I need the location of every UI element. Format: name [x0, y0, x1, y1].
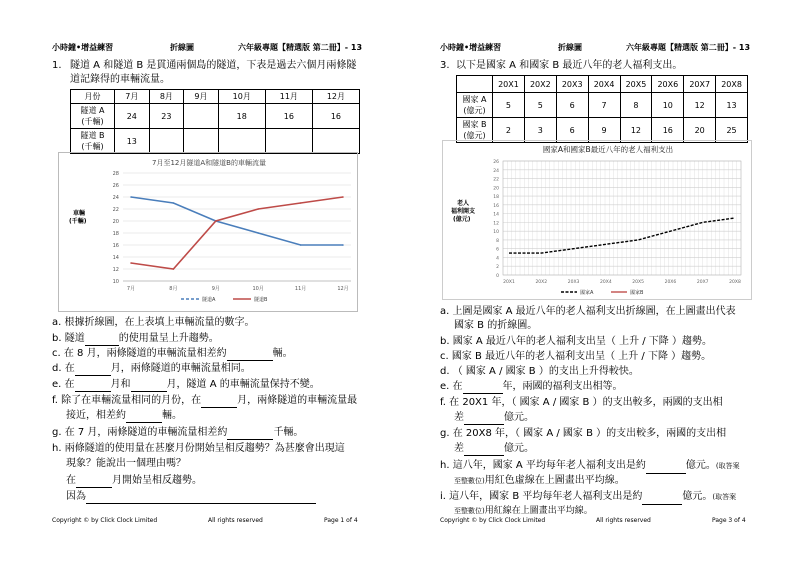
y-tick-label: 20 [112, 219, 119, 225]
item-g-cont: 差 億元。 [454, 443, 534, 454]
blank-f[interactable] [464, 424, 504, 425]
y-tick-label: 28 [112, 171, 119, 177]
data-point [215, 220, 217, 222]
blank-e1[interactable] [75, 391, 111, 392]
x-tick-label: 20X8 [729, 280, 741, 285]
table-cell: 5 [493, 93, 525, 118]
x-tick-label: 20X3 [567, 280, 580, 285]
table-head: 7月 [115, 90, 150, 104]
y-axis-label: 老人 [457, 200, 470, 207]
table-cell: 10 [652, 93, 684, 118]
q1-number: 1. [52, 60, 62, 71]
footer-copyright: Copyright © by Click Clock Limited [52, 517, 158, 524]
table-head: 20X1 [493, 76, 525, 93]
header-topic: 折線圖 [170, 43, 194, 52]
x-tick-label: 20X6 [664, 280, 677, 285]
blank-h[interactable] [646, 473, 686, 474]
y-tick-label: 8 [496, 238, 499, 244]
legend-label: 國家B [630, 290, 644, 296]
y-tick-label: 10 [112, 279, 119, 285]
item-h1: h. 兩條隧道的使用量在甚麼月份開始呈相反趨勢？為甚麼會出現這 [52, 443, 345, 454]
table-cell[interactable] [184, 129, 219, 154]
blank-f2[interactable] [126, 422, 162, 423]
y-tick-label: 20 [493, 186, 499, 192]
y-tick-label: 14 [493, 212, 499, 218]
table-head: 9月 [184, 90, 219, 104]
blank-d[interactable] [75, 375, 111, 376]
blank-h1[interactable] [76, 487, 112, 488]
item-e: e. 在 年，兩國的福利支出相等。 [440, 381, 623, 392]
table-cell: 13 [716, 93, 748, 118]
item-a2: 國家 B 的折線圖。 [454, 320, 538, 331]
table-cell: 25 [716, 118, 748, 143]
table-cell[interactable] [149, 129, 184, 154]
blank-g[interactable] [227, 439, 273, 440]
item-h: h. 這八年，國家 A 平均每年老人福利支出是約 億元。(取答案 [440, 458, 740, 474]
table-cell: 18 [218, 104, 265, 129]
footer-rights: All rights reserved [208, 517, 263, 524]
y-axis-label: (億元) [453, 216, 471, 223]
legend-label: 國家A [580, 290, 594, 296]
legend-label: 隧道A [202, 297, 216, 303]
footer-page: Page 3 of 4 [712, 517, 746, 524]
table-head: 月份 [71, 90, 115, 104]
table-head: 20X8 [716, 76, 748, 93]
y-tick-label: 22 [493, 177, 499, 183]
y-tick-label: 26 [493, 160, 499, 165]
data-point [300, 244, 302, 246]
table-cell: 16 [312, 104, 359, 129]
x-tick-label: 11月 [294, 286, 307, 292]
item-d: d. 在 月，兩條隧道的車輛流量相同。 [52, 363, 251, 374]
item-h2: 現象？能說出一個理由嗎？ [66, 458, 186, 469]
table-cell: 5 [524, 93, 556, 118]
welfare-chart-svg [443, 141, 753, 301]
blank-f1[interactable] [201, 407, 237, 408]
row-label-b: 國家 B (億元) [457, 118, 493, 143]
footer-rights: All rights reserved [596, 517, 651, 524]
footer-page: Page 1 of 4 [324, 517, 358, 524]
table-cell: 12 [684, 93, 716, 118]
header-series: 六年級專題【精選版 第二冊】- 13 [238, 43, 363, 52]
q3-number: 3. [440, 60, 450, 71]
table-head-empty [457, 76, 493, 93]
x-tick-label: 20X7 [696, 280, 709, 285]
x-tick-label: 20X4 [600, 280, 612, 285]
y-tick-label: 10 [493, 230, 499, 236]
data-point [342, 196, 344, 198]
table-head: 20X5 [620, 76, 652, 93]
y-tick-label: 26 [112, 183, 119, 189]
table-head: 20X7 [684, 76, 716, 93]
table-cell: 23 [149, 104, 184, 129]
table-head: 8月 [149, 90, 184, 104]
y-tick-label: 4 [496, 256, 499, 262]
table-cell[interactable] [265, 129, 312, 154]
item-b: b. 隧道 的使用量呈上升趨勢。 [52, 333, 219, 344]
x-tick-label: 9月 [211, 286, 220, 292]
table-cell[interactable] [312, 129, 359, 154]
item-i-cont: 至整數位)用紅線在上圖畫出平均線。 [454, 506, 593, 516]
table-cell: 24 [115, 104, 150, 129]
item-b[interactable]: b. 國家 A 最近八年的老人福利支出呈（ 上升 / 下降 ）趨勢。 [440, 336, 712, 347]
welfare-chart [442, 140, 752, 300]
chart-title: 7月至12月隧道A和隧道B的車輛流量 [152, 159, 266, 167]
table-cell: 12 [620, 118, 652, 143]
x-tick-label: 10月 [252, 286, 264, 292]
table-cell: 16 [652, 118, 684, 143]
tunnel-table [70, 89, 360, 154]
x-tick-label: 20X5 [632, 280, 644, 285]
item-e: e. 在 月和 月，隧道 A 的車輛流量保持不變。 [52, 379, 320, 390]
y-tick-label: 16 [112, 243, 119, 249]
y-tick-label: 22 [112, 207, 119, 213]
data-point [342, 244, 344, 246]
right-page [400, 0, 800, 566]
data-point [257, 208, 259, 210]
tunnel-chart-svg [59, 153, 359, 313]
data-point [130, 196, 132, 198]
welfare-table [456, 75, 748, 143]
table-head: 20X4 [588, 76, 620, 93]
header-series: 六年級專題【精選版 第二冊】- 13 [626, 43, 751, 52]
table-head: 11月 [265, 90, 312, 104]
y-tick-label: 24 [493, 168, 499, 174]
item-c[interactable]: c. 國家 B 最近八年的老人福利支出呈（ 上升 / 下降 ）趨勢。 [440, 351, 712, 362]
row-label-a: 隧道 A (千輛) [71, 104, 115, 129]
legend-label: 隧道B [254, 297, 268, 303]
item-f-cont: 接近，相差約 輛。 [66, 410, 182, 421]
blank-h2[interactable] [86, 503, 316, 504]
table-cell: 13 [115, 129, 150, 154]
item-g[interactable]: g. 在 20X8 年，（ 國家 A / 國家 B ）的支出較多，兩國的支出相 [440, 428, 727, 439]
row-label-b: 隧道 B (千輛) [71, 129, 115, 154]
item-h3: 在 月開始呈相反趨勢。 [66, 475, 202, 486]
row-label-a: 國家 A (億元) [457, 93, 493, 118]
blank-e[interactable] [463, 393, 503, 394]
y-tick-label: 16 [493, 203, 499, 209]
table-head: 20X2 [524, 76, 556, 93]
data-point [173, 202, 175, 204]
y-tick-label: 18 [112, 231, 119, 237]
table-cell: 20 [684, 118, 716, 143]
table-cell: 8 [620, 93, 652, 118]
table-cell: 6 [556, 93, 588, 118]
table-head: 20X3 [556, 76, 588, 93]
table-cell: 2 [493, 118, 525, 143]
item-c: c. 在 8 月，兩條隧道的車輛流量相差約 輛。 [52, 348, 293, 359]
q3-line1: 以下是國家 A 和國家 B 最近八年的老人福利支出。 [456, 60, 683, 71]
y-axis-label: 福利開支 [451, 208, 476, 215]
data-point [173, 268, 175, 270]
q1-line1: 隧道 A 和隧道 B 是貫通兩個島的隧道，下表是過去六個月兩條隧 [70, 60, 357, 71]
table-cell: 6 [556, 118, 588, 143]
y-tick-label: 6 [496, 247, 499, 253]
item-f-cont: 差 億元。 [454, 412, 534, 423]
item-f[interactable]: f. 在 20X1 年，（ 國家 A / 國家 B ）的支出較多，兩國的支出相 [440, 397, 723, 408]
header-brand: 小時鐘•增益練習 [440, 43, 502, 52]
header-topic: 折線圖 [558, 43, 582, 52]
x-tick-label: 20X1 [503, 280, 515, 285]
item-a: a. 根據折線圖，在上表填上車輛流量的數字。 [52, 317, 255, 328]
y-tick-label: 18 [493, 195, 499, 201]
y-axis-label: (千輛) [69, 218, 87, 225]
data-point [300, 202, 302, 204]
q1-line2: 道記錄得的車輛流量。 [70, 74, 170, 85]
table-cell[interactable] [218, 129, 265, 154]
item-h-cont: 至整數位)用紅色虛線在上圖畫出平均線。 [454, 475, 625, 486]
y-tick-label: 14 [112, 255, 119, 261]
header-brand: 小時鐘•增益練習 [52, 43, 114, 52]
y-tick-label: 2 [496, 265, 499, 271]
table-cell: 9 [588, 118, 620, 143]
x-tick-label: 20X2 [535, 280, 548, 285]
item-g: g. 在 7 月，兩條隧道的車輛流量相差約 千輛。 [52, 427, 304, 438]
table-cell[interactable] [184, 104, 219, 129]
chart-title: 國家A和國家B最近八年的老人福利支出 [542, 145, 674, 154]
table-cell: 7 [588, 93, 620, 118]
table-cell: 3 [524, 118, 556, 143]
data-point [130, 262, 132, 264]
table-head: 12月 [312, 90, 359, 104]
y-tick-label: 12 [493, 221, 499, 227]
blank-i[interactable] [642, 504, 682, 505]
item-f: f. 除了在車輛流量相同的月份，在 月，兩條隧道的車輛流量最 [52, 395, 358, 406]
blank-e2[interactable] [131, 391, 167, 392]
table-cell: 16 [265, 104, 312, 129]
table-head: 10月 [218, 90, 265, 104]
y-tick-label: 12 [112, 267, 119, 273]
item-d[interactable]: d. （ 國家 A / 國家 B ）的支出上升得較快。 [440, 366, 639, 377]
tunnel-chart [58, 152, 358, 312]
table-head: 20X6 [652, 76, 684, 93]
blank-g[interactable] [464, 455, 504, 456]
footer-copyright: Copyright © by Click Clock Limited [440, 517, 546, 524]
x-tick-label: 7月 [126, 286, 136, 292]
y-tick-label: 0 [496, 274, 499, 279]
item-a1: a. 上圖是國家 A 最近八年的老人福利支出折線圖，在上圖畫出代表 [440, 306, 736, 317]
y-axis-label: 車輛 [73, 210, 86, 217]
item-i: i. 這八年，國家 B 平均每年老人福利支出是約 億元。(取答案 [440, 489, 736, 505]
data-point [257, 232, 259, 234]
x-tick-label: 12月 [337, 286, 349, 292]
item-h5: 因為 [66, 489, 316, 504]
y-tick-label: 24 [112, 195, 119, 201]
x-tick-label: 8月 [169, 286, 178, 292]
